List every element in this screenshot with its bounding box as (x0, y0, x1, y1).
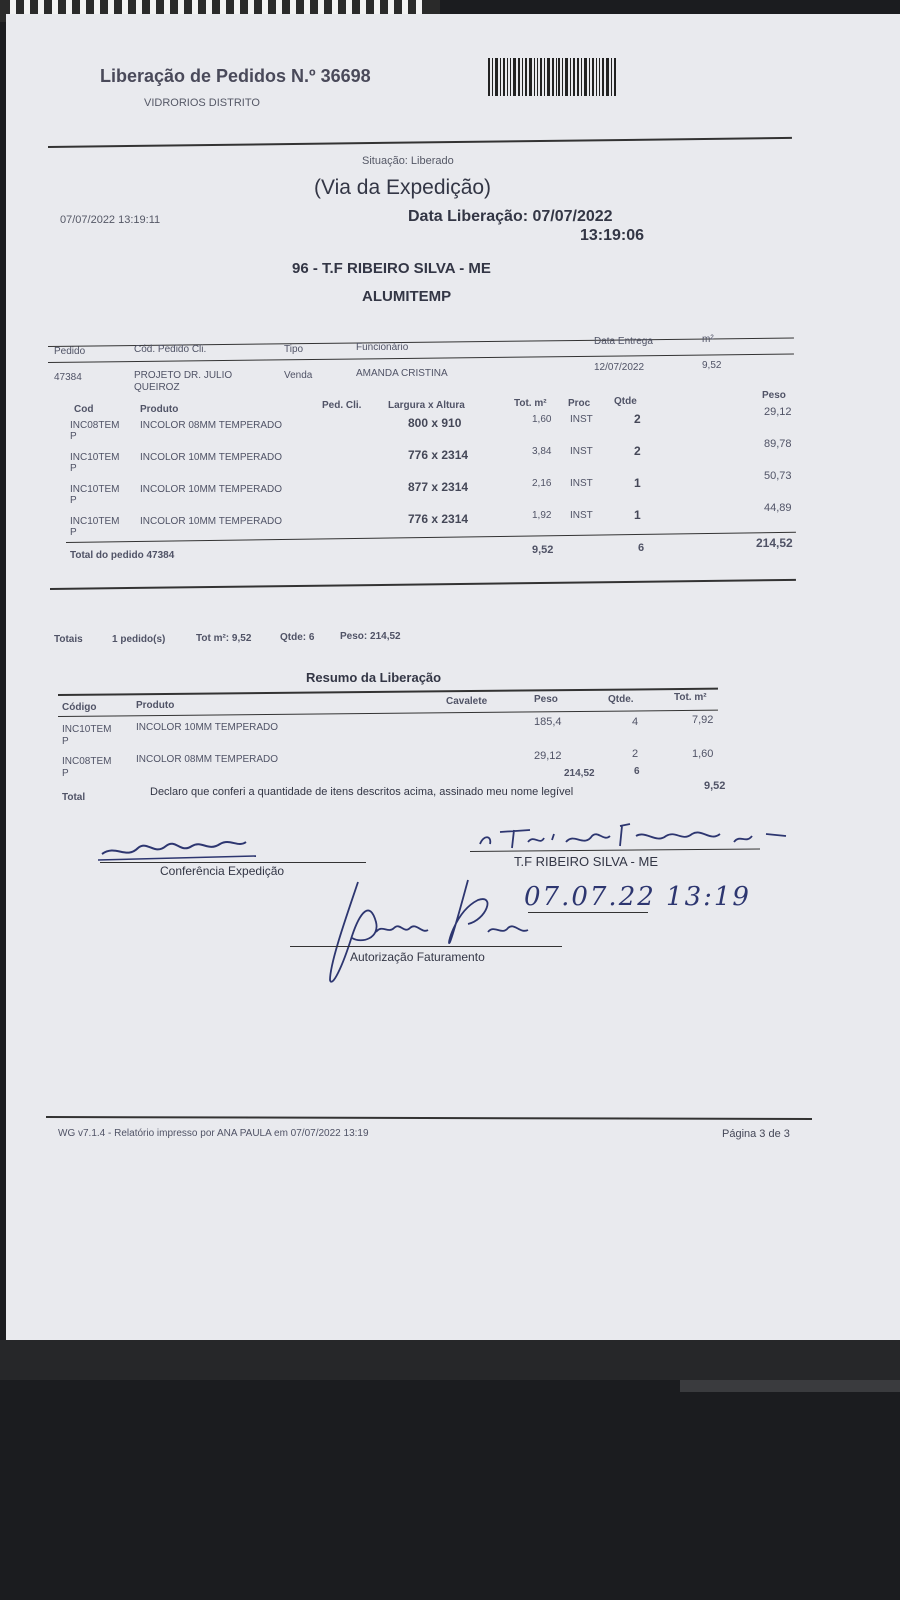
col-cod-pedido-cli: Cód. Pedido Cli. (134, 344, 207, 355)
resumo-col-tot: Tot. m² (674, 692, 707, 703)
item-col-cod: Cod (74, 404, 94, 415)
col-data-entrega: Data Entrega (594, 336, 653, 347)
item-col-produto: Produto (140, 404, 179, 415)
background-surface (0, 1340, 900, 1380)
barcode-bar (500, 58, 501, 96)
resumo-total-tot: 9,52 (704, 780, 726, 792)
item-dimensions: 800 x 910 (408, 416, 462, 430)
situacao-text: Situação: Liberado (362, 155, 454, 167)
order-m2: 9,52 (702, 360, 722, 371)
barcode-bar (525, 58, 527, 96)
autorizacao-label: Autorização Faturamento (350, 950, 485, 964)
resumo-produto: INCOLOR 08MM TEMPERADO (136, 754, 279, 765)
order-funcionario: AMANDA CRISTINA (356, 368, 448, 379)
item-qtde: 2 (634, 444, 641, 458)
item-qtde: 2 (634, 412, 641, 426)
item-cod-suffix: P (70, 495, 77, 506)
item-produto: INCOLOR 10MM TEMPERADO (140, 516, 283, 527)
barcode-bar (556, 58, 557, 96)
barcode-bar (562, 58, 563, 96)
item-peso: 44,89 (764, 502, 792, 514)
item-cod-suffix: P (70, 463, 77, 474)
item-qtde: 1 (634, 476, 641, 490)
order-data-entrega: 12/07/2022 (594, 362, 645, 373)
item-cod: INC08TEM (70, 420, 120, 431)
signature-line-conferencia (100, 862, 366, 863)
barcode-bar (552, 58, 554, 96)
cliente-signature-label: T.F RIBEIRO SILVA - ME (514, 854, 658, 869)
resumo-qtde: 4 (632, 716, 639, 728)
item-dimensions: 776 x 2314 (408, 512, 469, 526)
totals-peso: Peso: 214,52 (340, 631, 401, 642)
data-liberacao: Data Liberação: 07/07/2022 (408, 208, 613, 225)
resumo-codigo: INC10TEM (62, 724, 112, 735)
totals-qtde: Qtde: 6 (280, 632, 315, 643)
barcode-bar (518, 58, 520, 96)
hora-liberacao: 13:19:06 (580, 227, 645, 244)
item-col-ped-cli: Ped. Cli. (322, 400, 362, 411)
barcode-bar (522, 58, 523, 96)
item-produto: INCOLOR 08MM TEMPERADO (140, 420, 283, 431)
resumo-codigo-suffix: P (62, 768, 69, 779)
resumo-peso: 185,4 (534, 716, 562, 728)
barcode-bar (492, 58, 493, 96)
handwritten-date-underline (528, 912, 648, 913)
resumo-codigo-suffix: P (62, 736, 69, 747)
barcode-bar (540, 58, 542, 96)
resumo-tot: 7,92 (692, 714, 714, 726)
barcode-bar (573, 58, 575, 96)
col-m2: m² (702, 334, 714, 345)
item-proc: INST (570, 510, 593, 521)
conferencia-label: Conferência Expedição (160, 864, 285, 878)
barcode-bar (577, 58, 579, 96)
barcode-bar (503, 58, 505, 96)
col-pedido: Pedido (54, 346, 86, 357)
item-cod-suffix: P (70, 527, 77, 538)
order-total-peso: 214,52 (756, 536, 793, 550)
barcode-bar (596, 58, 597, 96)
barcode-bar (544, 58, 545, 96)
signature-autorizacao (318, 872, 548, 992)
document-title: Liberação de Pedidos N.º 36698 (100, 66, 371, 86)
item-col-qtde: Qtde (614, 396, 637, 407)
resumo-produto: INCOLOR 10MM TEMPERADO (136, 722, 279, 733)
barcode-bar (534, 58, 535, 96)
item-proc: INST (570, 414, 593, 425)
order-total-qtde: 6 (638, 542, 645, 554)
resumo-codigo: INC08TEM (62, 756, 112, 767)
resumo-col-codigo: Código (62, 702, 97, 713)
barcode-bar (547, 58, 550, 96)
item-tot-m2: 1,92 (532, 510, 552, 521)
resumo-peso: 29,12 (534, 750, 562, 762)
resumo-title: Resumo da Liberação (306, 670, 442, 685)
resumo-total-peso: 214,52 (564, 768, 595, 779)
signature-line-autorizacao (290, 946, 562, 947)
resumo-col-peso: Peso (534, 694, 558, 705)
item-dimensions: 877 x 2314 (408, 480, 469, 494)
order-cod-cli-line2: QUEIROZ (134, 382, 180, 393)
item-produto: INCOLOR 10MM TEMPERADO (140, 452, 283, 463)
item-peso: 50,73 (764, 470, 792, 482)
barcode-bar (589, 58, 590, 96)
item-cod: INC10TEM (70, 516, 120, 527)
barcode-bar (611, 58, 612, 96)
item-cod: INC10TEM (70, 484, 120, 495)
barcode-bar (614, 58, 616, 96)
col-tipo: Tipo (284, 344, 304, 355)
print-datetime: 07/07/2022 13:19:11 (60, 214, 161, 226)
barcode-bar (602, 58, 604, 96)
order-total-label: Total do pedido 47384 (70, 550, 175, 561)
client-name: 96 - T.F RIBEIRO SILVA - ME (292, 260, 491, 277)
barcode-bar (565, 58, 568, 96)
signature-conferencia (96, 826, 266, 866)
order-tipo: Venda (284, 370, 313, 381)
barcode-bar (581, 58, 582, 96)
totals-tot-m2: Tot m²: 9,52 (196, 633, 252, 644)
totals-pedidos: 1 pedido(s) (112, 634, 166, 645)
order-cod-cli-line1: PROJETO DR. JULIO (134, 370, 233, 381)
barcode-bar (592, 58, 594, 96)
next-page-edge (680, 1380, 900, 1392)
resumo-col-qtde: Qtde. (608, 694, 634, 705)
barcode-bar (584, 58, 587, 96)
totals-label: Totais (54, 634, 83, 645)
item-cod-suffix: P (70, 431, 77, 442)
col-funcionario: Funcionário (356, 342, 409, 353)
resumo-total-label: Total (62, 792, 86, 803)
order-total-m2: 9,52 (532, 544, 554, 556)
via-title: (Via da Expedição) (314, 176, 492, 199)
item-col-proc: Proc (568, 398, 591, 409)
item-cod: INC10TEM (70, 452, 120, 463)
barcode-bar (529, 58, 532, 96)
resumo-qtde: 2 (632, 748, 639, 760)
item-col-largura-altura: Largura x Altura (388, 400, 465, 411)
company-name: VIDRORIOS DISTRITO (144, 97, 260, 109)
barcode-bar (558, 58, 560, 96)
resumo-col-produto: Produto (136, 700, 175, 711)
barcode-bar (507, 58, 508, 96)
handwritten-date: 07.07.22 13:19 (524, 882, 751, 912)
obra-name: ALUMITEMP (362, 288, 452, 305)
resumo-total-qtde: 6 (634, 766, 640, 777)
barcode-bar (488, 58, 490, 96)
barcode-bar (570, 58, 571, 96)
barcode (488, 58, 616, 96)
item-col-peso: Peso (762, 390, 786, 401)
barcode-bar (599, 58, 600, 96)
item-peso: 89,78 (764, 438, 792, 450)
footer-page-number: Página 3 de 3 (722, 1128, 790, 1140)
barcode-bar (495, 58, 498, 96)
item-tot-m2: 2,16 (532, 478, 552, 489)
resumo-col-cavalete: Cavalete (446, 696, 488, 707)
barcode-bar (606, 58, 609, 96)
barcode-bar (510, 58, 511, 96)
item-tot-m2: 1,60 (532, 414, 552, 425)
footer-printed-by: WG v7.1.4 - Relatório impresso por ANA PAULA em 07/07/2022 13:19 (58, 1128, 369, 1139)
item-qtde: 1 (634, 508, 641, 522)
item-proc: INST (570, 478, 593, 489)
item-tot-m2: 3,84 (532, 446, 552, 457)
item-proc: INST (570, 446, 593, 457)
item-col-tot-m2: Tot. m² (514, 398, 547, 409)
barcode-bar (537, 58, 538, 96)
resumo-tot: 1,60 (692, 748, 714, 760)
item-produto: INCOLOR 10MM TEMPERADO (140, 484, 283, 495)
declaration-text: Declaro que conferi a quantidade de itens descritos acima, assinado meu nome legível (150, 786, 574, 798)
order-pedido: 47384 (54, 372, 82, 383)
item-dimensions: 776 x 2314 (408, 448, 469, 462)
item-peso: 29,12 (764, 406, 792, 418)
barcode-bar (513, 58, 516, 96)
